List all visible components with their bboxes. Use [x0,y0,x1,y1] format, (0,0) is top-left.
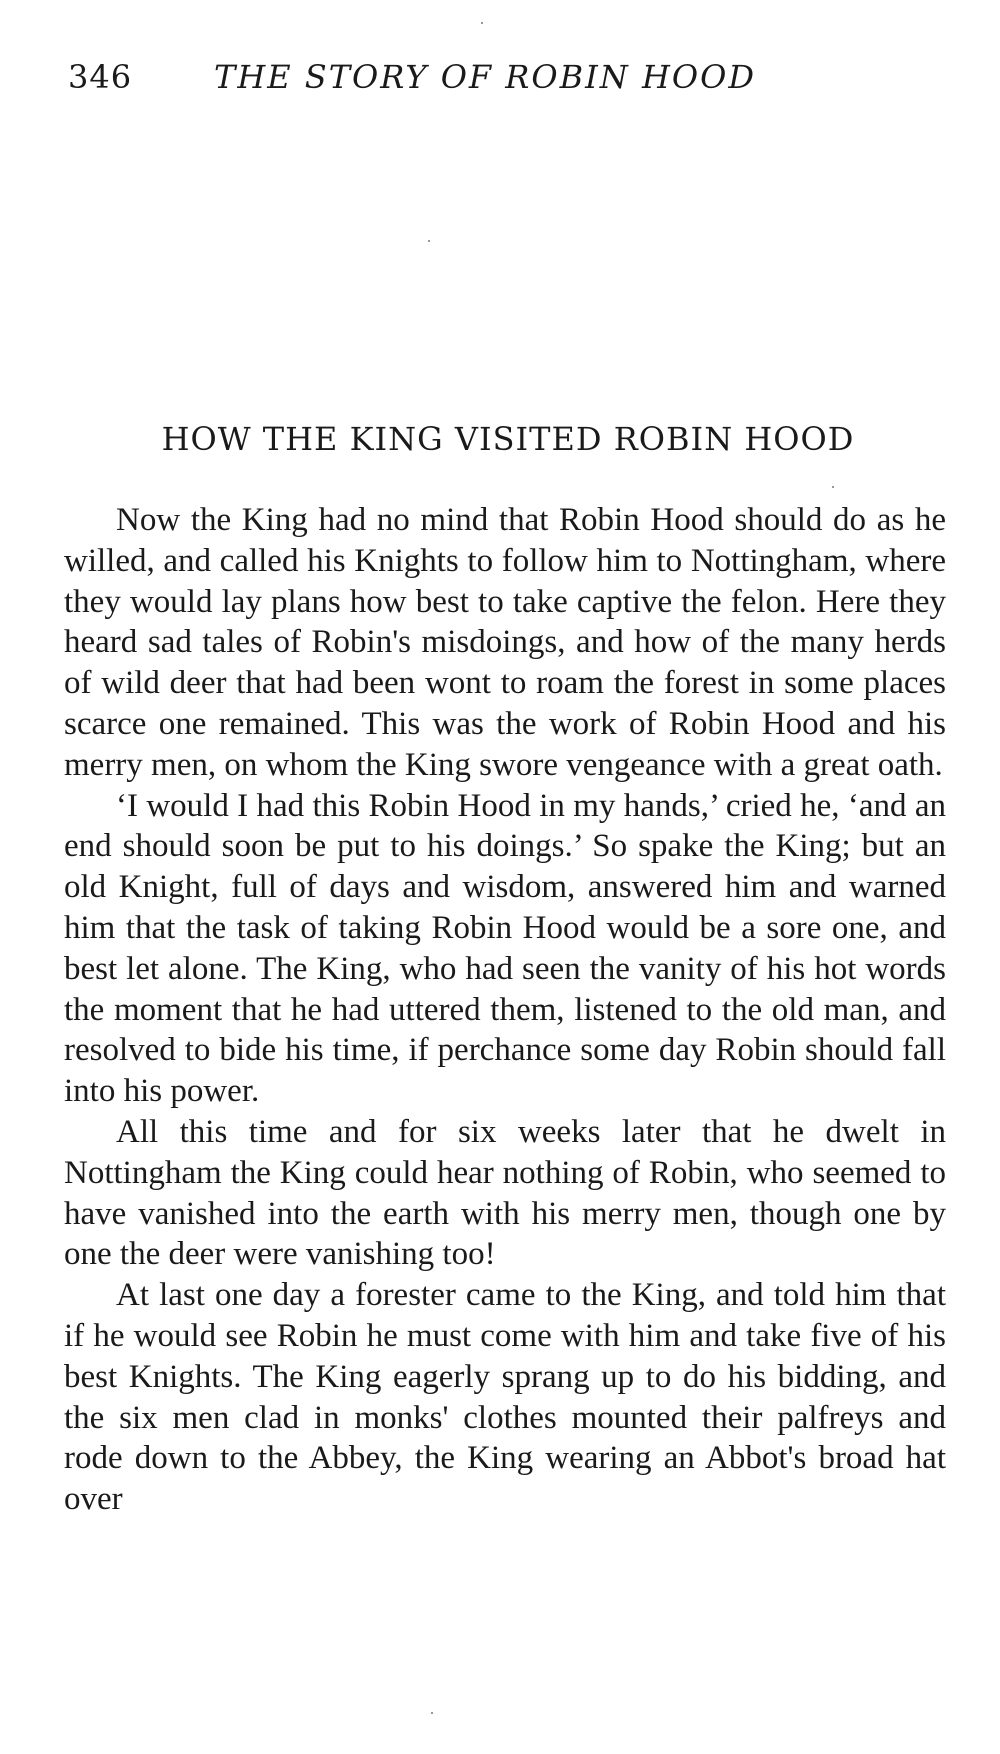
print-speck [428,240,430,242]
running-head [68,58,948,108]
paragraph: Now the King had no mind that Robin Hood should do as he willed, and called his Knights to follow him to Nottingham, where they would lay plans how best to take captive the felon. Here they heard sad tales of Robin's misdoings, and how of the many herds of wild deer that had been wont to roam the forest in some places scarce one remained. This was the work of Robin Hood and his merry men, on whom the King swore vengeance with a great oath. [64,502,946,783]
print-speck [481,22,483,24]
running-title: THE STORY OF ROBIN HOOD [214,58,756,96]
paragraph: ‘I would I had this Robin Hood in my hands,’ cried he, ‘and an end should soon be put to his doings.’ So spake the King; but an old Knight, full of days and wisdom, answered him and warned him that the task of taking Robin Hood would be a sore one, and best let alone. The King, who had seen the vanity of his hot words the moment that he had uttered them, listened to the old man, and resolved to bide his time, if perchance some day Robin should fall into his power. [64,787,946,1110]
print-speck [832,486,834,488]
body-text [64,500,946,1520]
paragraph: All this time and for six weeks later that he dwelt in Nottingham the King could hear nothing of Robin, who seemed to have vanished into the earth with his merry men, though one by one the deer were vanishing too! [64,1113,946,1273]
print-speck [431,1712,433,1714]
paragraph: At last one day a forester came to the King, and told him that if he would see Robin he must come with him and take five of his best Knights. The King eagerly sprang up to do his bidding, and the six men clad in monks' clothes mounted their palfreys and rode down to the Abbey, the King wearing an Abbot's broad hat over [64,1277,946,1518]
chapter-title: HOW THE KING VISITED ROBIN HOOD [161,420,855,458]
page-number: 346 [68,58,133,96]
